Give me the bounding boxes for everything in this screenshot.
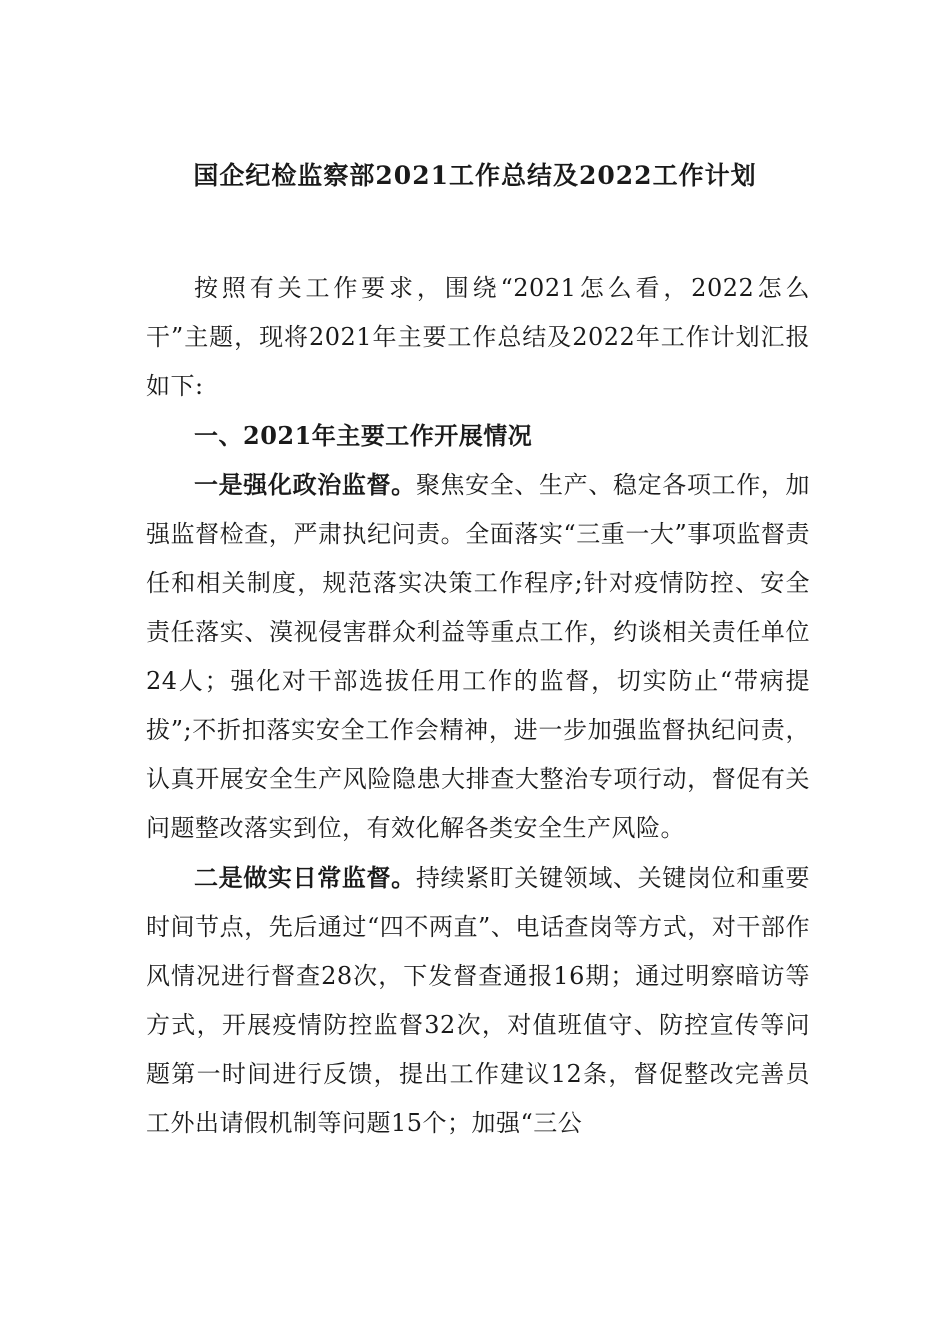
paragraph-text: 持续紧盯关键领域、关键岗位和重要时间节点，先后通过“四不两直”、电话查岗等方式，对干部作风情况进行督查28次，下发督查通报16期；通过明察暗访等方式，开展疫情防控监督32次，对值班值守、防控宣传等问题第一时间进行反馈，提出工作建议12条，督促整改完善员工外出请假机制等问题15个；加强“三公 [146,864,810,1137]
paragraph-political-supervision [146,460,810,853]
paragraph-lead: 一是强化政治监督。 [194,470,416,499]
paragraph-text: 聚焦安全、生产、稳定各项工作，加强监督检查，严肃执纪问责。全面落实“三重一大”事项监督责任和相关制度，规范落实决策工作程序;针对疫情防控、安全责任落实、漠视侵害群众利益等重点工作，约谈相关责任单位24人；强化对干部选拔任用工作的监督，切实防止“带病提拔”;不折扣落实安全工作会精神，进一步加强监督执纪问责，认真开展安全生产风险隐患大排查大整治专项行动，督促有关问题整改落实到位，有效化解各类安全生产风险。 [146,471,810,842]
paragraph-lead: 二是做实日常监督。 [194,863,416,892]
section-heading: 一、2021年主要工作开展情况 [194,421,533,450]
document-title: 国企纪检监察部2021工作总结及2022工作计划 [193,161,757,190]
intro-paragraph: 按照有关工作要求，围绕“2021怎么看，2022怎么干”主题，现将2021年主要工作总结及2022年工作计划汇报如下: [146,274,810,400]
document-body [146,264,810,1148]
paragraph-daily-supervision [146,853,810,1148]
